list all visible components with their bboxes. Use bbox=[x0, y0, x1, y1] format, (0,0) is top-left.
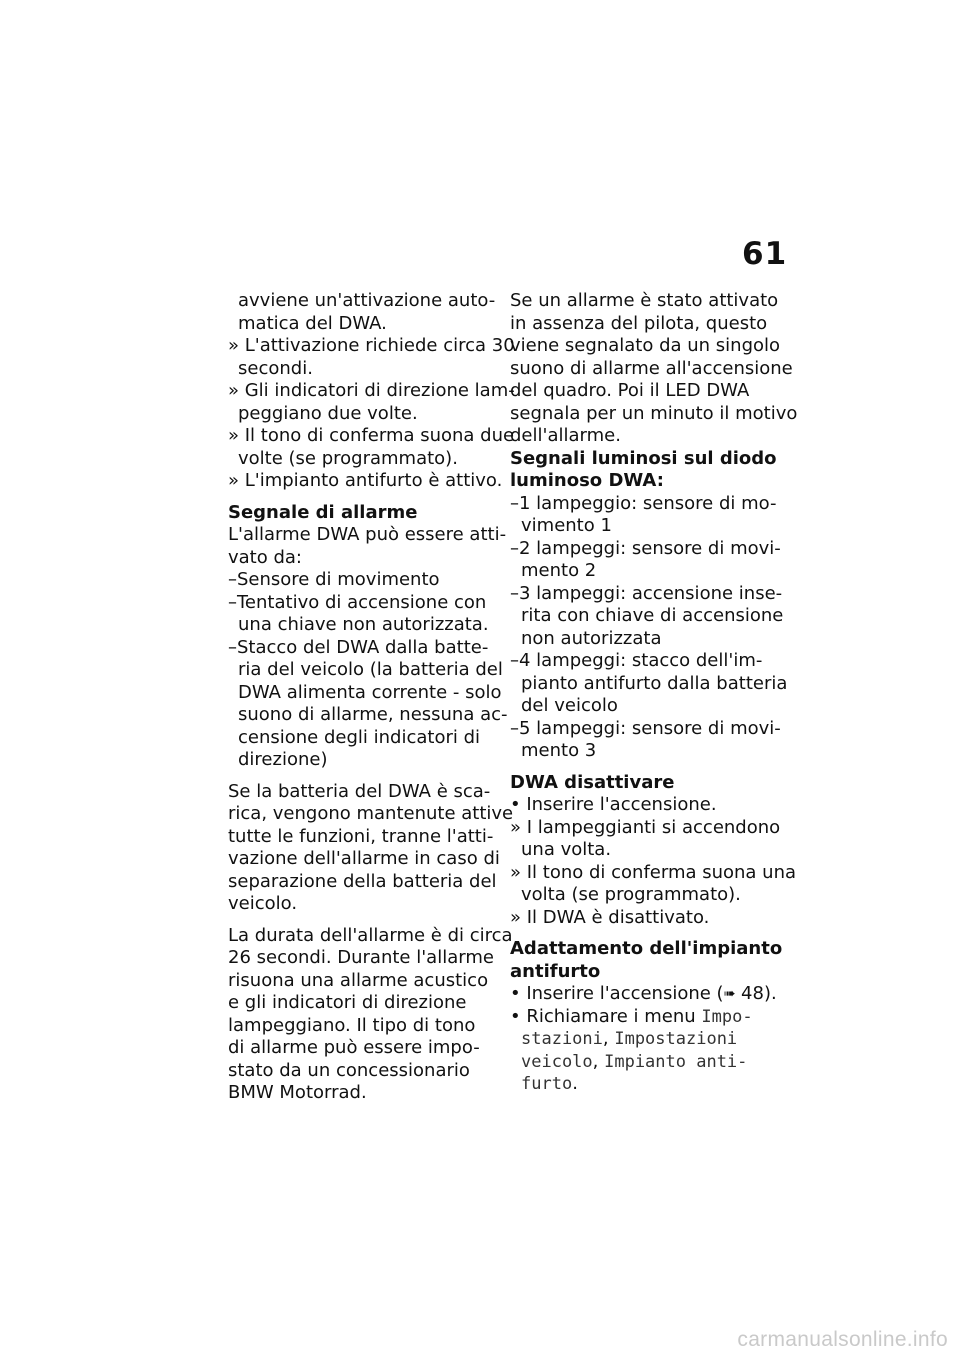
text-line: veicolo. bbox=[228, 893, 298, 914]
list-item: –1 lampeggio: sensore di mo- bbox=[510, 492, 777, 514]
action-item: • Inserire l'accensione. bbox=[510, 794, 717, 815]
text-line: DWA alimenta corrente - solo bbox=[238, 681, 502, 703]
separator: , bbox=[592, 1050, 605, 1072]
text-line bbox=[510, 1028, 782, 1051]
text-line: avviene un'attivazione auto- bbox=[238, 290, 496, 311]
right-column bbox=[510, 290, 798, 1096]
text-line: non autorizzata bbox=[521, 627, 662, 649]
text-line: rita con chiave di accensione bbox=[521, 605, 784, 626]
menu-path: stazioni bbox=[521, 1029, 603, 1049]
section-heading: luminoso DWA: bbox=[510, 470, 664, 491]
section-heading: Segnale di allarme bbox=[228, 501, 418, 523]
text-line: rica, vengono mantenute attive bbox=[228, 803, 514, 824]
menu-path: Impianto anti- bbox=[604, 1051, 748, 1072]
list-item: –4 lampeggi: stacco dell'im- bbox=[510, 650, 763, 671]
list-item: –Tentativo di accensione con bbox=[228, 591, 487, 613]
separator: , bbox=[602, 1028, 615, 1049]
result-item: » I lampeggianti si accendono bbox=[510, 816, 781, 838]
text-line: lampeggiano. Il tipo di tono bbox=[228, 1014, 476, 1036]
list-item: –Sensore di movimento bbox=[228, 569, 440, 590]
text-line: del veicolo bbox=[521, 695, 618, 716]
text-line: peggiano due volte. bbox=[238, 402, 418, 424]
text-line: risuona una allarme acustico bbox=[228, 969, 489, 991]
result-item: » Il tono di conferma suona una bbox=[510, 861, 797, 883]
page-number: 61 bbox=[742, 236, 788, 272]
text-line: suono di allarme all'accensione bbox=[510, 357, 793, 379]
text-line: mento 2 bbox=[521, 560, 597, 581]
list-item: –5 lampeggi: sensore di movi- bbox=[510, 717, 781, 739]
separator: . bbox=[572, 1073, 578, 1094]
text-line: La durata dell'allarme è di circa bbox=[228, 924, 513, 946]
text-line: e gli indicatori di direzione bbox=[228, 992, 467, 1013]
menu-path: furto bbox=[521, 1074, 573, 1094]
text-line: matica del DWA. bbox=[238, 312, 387, 334]
section-heading: Segnali luminosi sul diodo bbox=[510, 447, 777, 469]
text-line: 26 secondi. Durante l'allarme bbox=[228, 947, 494, 968]
text-line: dell'allarme. bbox=[510, 425, 621, 446]
section-heading: antifurto bbox=[510, 960, 601, 982]
result-item: » L'attivazione richiede circa 30 bbox=[228, 335, 515, 356]
text-line: tutte le funzioni, tranne l'atti- bbox=[228, 825, 494, 847]
text-line: vimento 1 bbox=[521, 515, 612, 536]
text-line: L'allarme DWA può essere atti- bbox=[228, 524, 507, 545]
text-line: pianto antifurto dalla batteria bbox=[521, 672, 788, 694]
text-line: direzione) bbox=[238, 749, 328, 770]
text-line: vato da: bbox=[228, 546, 302, 568]
text-line: volta (se programmato). bbox=[521, 884, 741, 905]
text-line: ria del veicolo (la batteria del bbox=[238, 659, 503, 680]
text-line: Se la batteria del DWA è sca- bbox=[228, 780, 491, 802]
menu-path: Impostazioni bbox=[614, 1029, 738, 1049]
text-line: di allarme può essere impo- bbox=[228, 1037, 480, 1058]
text-line: secondi. bbox=[238, 357, 313, 379]
list-item: –3 lampeggi: accensione inse- bbox=[510, 582, 783, 604]
text-line: suono di allarme, nessuna ac- bbox=[238, 704, 508, 725]
text-line: segnala per un minuto il motivo bbox=[510, 402, 798, 424]
text-line: in assenza del pilota, questo bbox=[510, 312, 768, 334]
menu-path: veicolo bbox=[521, 1051, 593, 1072]
result-item: » Il DWA è disattivato. bbox=[510, 906, 710, 928]
list-item: –Stacco del DWA dalla batte- bbox=[228, 636, 489, 658]
text-line: volte (se programmato). bbox=[238, 447, 458, 469]
text-line: viene segnalato da un singolo bbox=[510, 335, 781, 356]
text-line: una volta. bbox=[521, 839, 612, 860]
text-fragment: • Inserire l'accensione ( bbox=[510, 983, 724, 1004]
page-reference: 48). bbox=[735, 983, 777, 1004]
text-line bbox=[510, 1073, 782, 1096]
text-line: una chiave non autorizzata. bbox=[238, 614, 489, 635]
result-item: » Gli indicatori di direzione lam- bbox=[228, 380, 515, 401]
text-line: BMW Motorrad. bbox=[228, 1082, 367, 1103]
text-fragment: • Richiamare i menu bbox=[510, 1005, 702, 1027]
result-item: » Il tono di conferma suona due bbox=[228, 425, 515, 446]
text-line: mento 3 bbox=[521, 740, 597, 761]
menu-path: Impo- bbox=[701, 1006, 753, 1027]
action-item bbox=[510, 983, 782, 1006]
text-line bbox=[510, 1051, 782, 1074]
section-heading: Adattamento dell'impianto bbox=[510, 938, 783, 959]
arrow-right-icon: ➠ bbox=[723, 986, 736, 1002]
text-line: censione degli indicatori di bbox=[238, 726, 481, 748]
watermark: carmanualsonline.info bbox=[737, 1328, 948, 1351]
result-item: » L'impianto antifurto è attivo. bbox=[228, 470, 503, 491]
left-column bbox=[228, 290, 515, 1105]
text-line: separazione della batteria del bbox=[228, 870, 497, 892]
text-line: vazione dell'allarme in caso di bbox=[228, 848, 500, 869]
text-line: stato da un concessionario bbox=[228, 1059, 470, 1081]
text-line: del quadro. Poi il LED DWA bbox=[510, 380, 750, 401]
text-line: Se un allarme è stato attivato bbox=[510, 290, 779, 311]
list-item: –2 lampeggi: sensore di movi- bbox=[510, 537, 781, 559]
section-heading: DWA disattivare bbox=[510, 771, 675, 793]
action-item bbox=[510, 1006, 782, 1029]
